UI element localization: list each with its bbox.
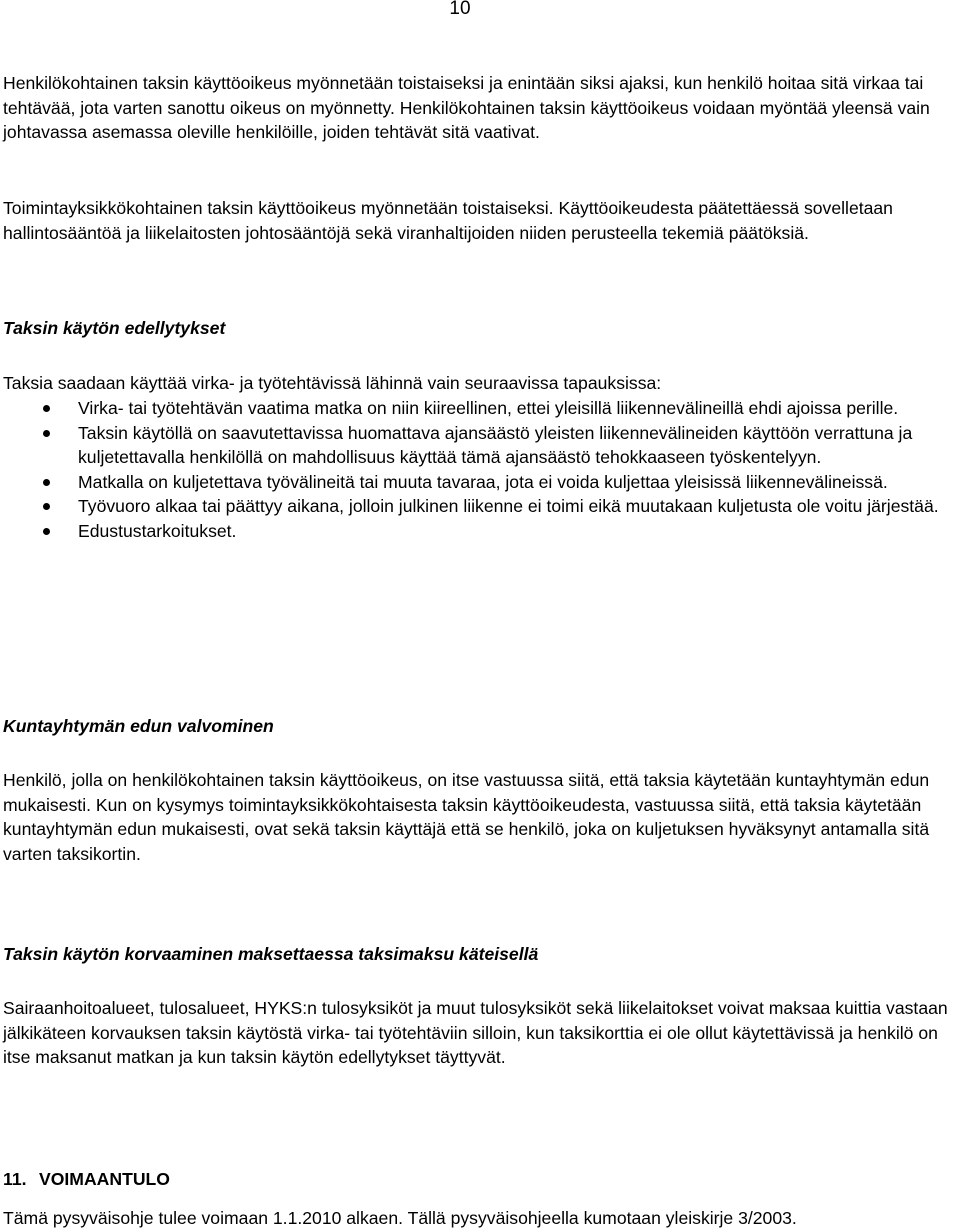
voimaantulo-text: Tämä pysyväisohje tulee voimaan 1.1.2010 alkaen. Tällä pysyväisohjeella kumotaan yleiskirje 3/2003. (3, 1208, 797, 1228)
heading-edellytykset: Taksin käytön edellytykset (3, 318, 226, 338)
paragraph-unit-right: Toimintayksikkökohtainen taksin käyttöoikeus myönnetään toistaiseksi. Käyttöoikeudesta päätettäessä sovelletaan hallintosääntöä ja liikelaitosten johtosääntöjä sekä viranhaltijoiden niiden perusteella tekemiä päätöksiä. (3, 198, 893, 243)
edellytykset-intro: Taksia saadaan käyttää virka- ja työtehtävissä lähinnä vain seuraavissa tapauksissa: (3, 373, 662, 393)
valvominen-text: Henkilö, jolla on henkilökohtainen taksin käyttöoikeus, on itse vastuussa siitä, että taksia käytetään kuntayhtymän edun mukaisesti. Kun on kysymys toimintayksikkökohtaisesta taksin käyttöoikeudesta, vastuussa siitä, että taksia käytetään kuntayhtymän edun mukaisesti, ovat sekä taksin käyttäjä että se henkilö, joka on kuljetuksen hyväksynyt antamalla sitä varten taksikortin. (3, 770, 930, 864)
bullet-icon (43, 430, 50, 437)
list-item: Matkalla on kuljetettava työvälineitä tai muuta tavaraa, jota ei voida kuljettaa yleisissä liikennevälineissä. (3, 470, 955, 495)
list-item: Virka- tai työtehtävän vaatima matka on niin kiireellinen, ettei yleisillä liikennevälineillä ehdi ajoissa perille. (3, 396, 955, 421)
list-item: Edustustarkoitukset. (3, 519, 955, 544)
list-item: Taksin käytöllä on saavutettavissa huomattava ajansäästö yleisten liikennevälineiden käyttöön verrattuna ja kuljetettavalla henkilöllä on mahdollisuus käyttää tämä ajansäästö tehokkaaseen työskentelyyn. (3, 421, 955, 470)
heading-korvaaminen: Taksin käytön korvaaminen maksettaessa taksimaksu käteisellä (3, 944, 539, 964)
section-number: 11. (3, 1169, 27, 1189)
heading-voimaantulo (3, 1167, 955, 1192)
paragraph-personal-right: Henkilökohtainen taksin käyttöoikeus myönnetään toistaiseksi ja enintään siksi ajaksi, kun henkilö hoitaa sitä virkaa tai tehtävää, jota varten sanottu oikeus on myönnetty. Henkilökohtainen taksin käyttöoikeus voidaan myöntää yleensä vain johtavassa asemassa oleville henkilöille, joiden tehtävät sitä vaativat. (3, 73, 930, 142)
bullet-icon (43, 503, 50, 510)
section-title: VOIMAANTULO (39, 1169, 170, 1189)
edellytykset-list (3, 396, 955, 543)
heading-valvominen: Kuntayhtymän edun valvominen (3, 716, 274, 736)
page-number: 10 (449, 0, 471, 19)
bullet-icon (43, 528, 50, 535)
korvaaminen-text: Sairaanhoitoalueet, tulosalueet, HYKS:n tulosyksiköt ja muut tulosyksiköt sekä liikelaitokset voivat maksaa kuittia vastaan jälkikäteen korvauksen taksin käytöstä virka- tai työtehtäviin silloin, kun taksikorttia ei ole ollut käytettävissä ja henkilö on itse maksanut matkan ja kun taksin käytön edellytykset täyttyvät. (3, 998, 948, 1067)
list-item: Työvuoro alkaa tai päättyy aikana, jolloin julkinen liikenne ei toimi eikä muutakaan kuljetusta ole voitu järjestää. (3, 494, 955, 519)
bullet-icon (43, 405, 50, 412)
bullet-icon (43, 479, 50, 486)
